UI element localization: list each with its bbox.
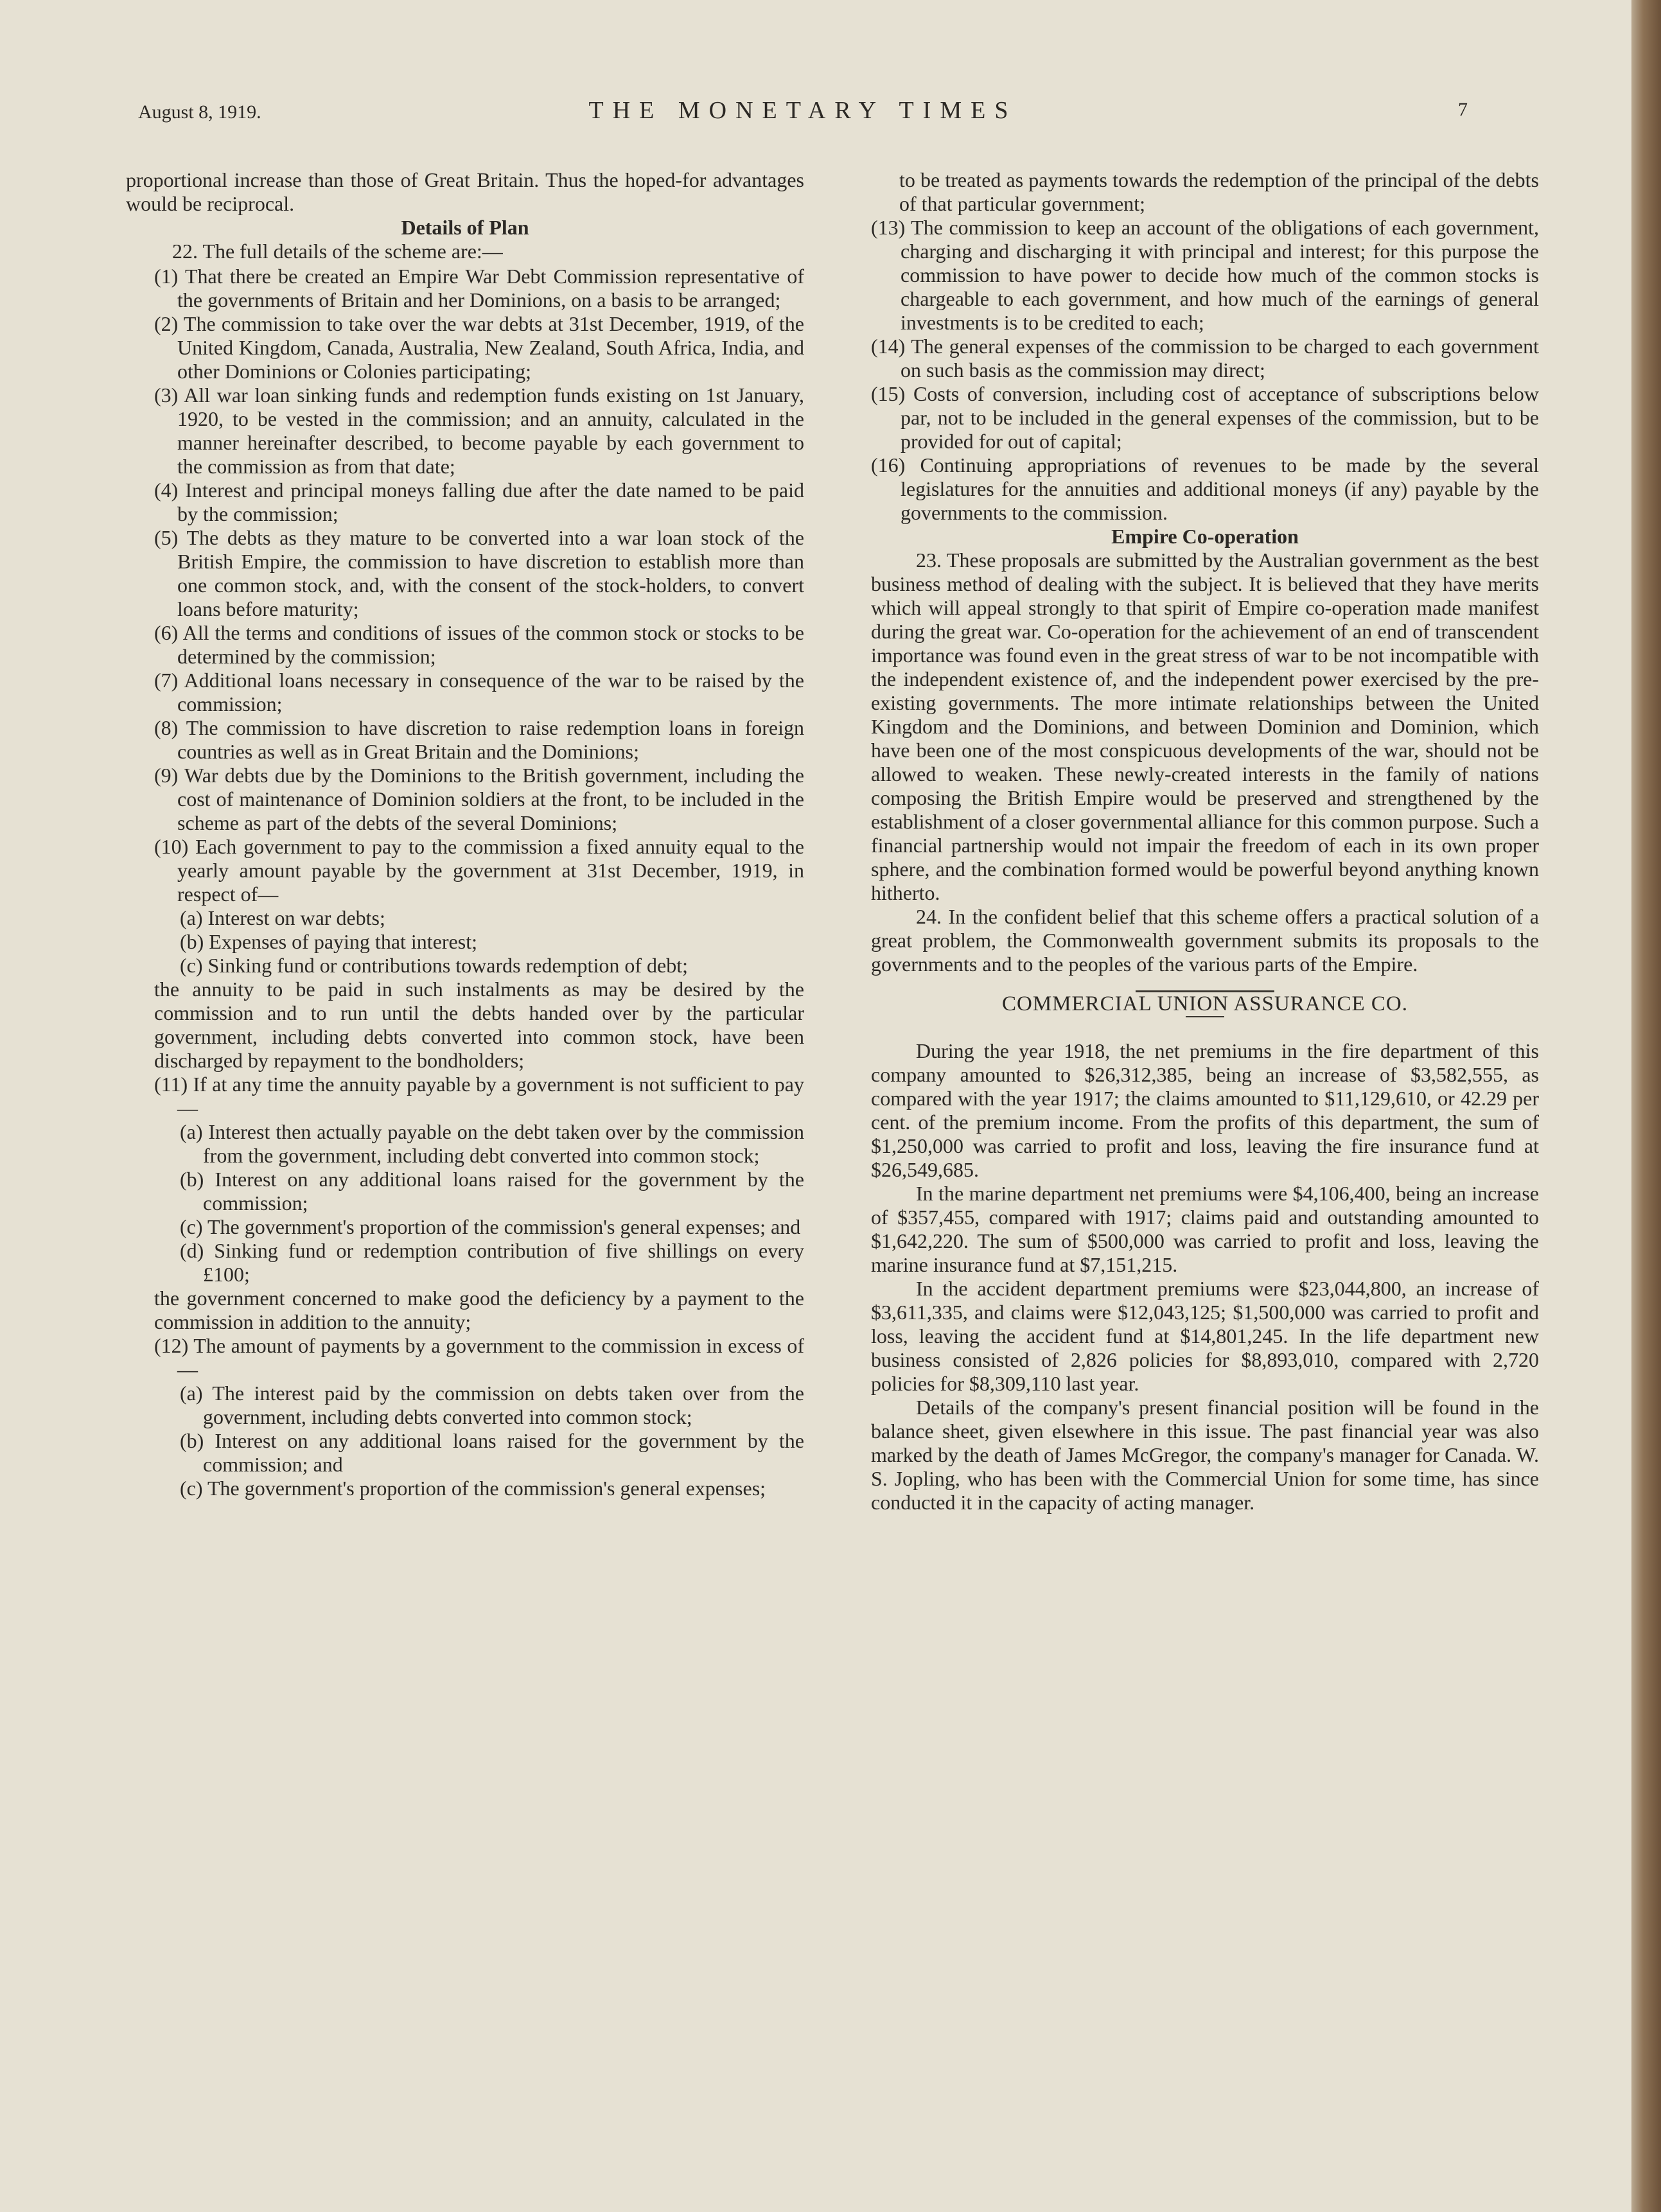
right-column xyxy=(871,168,1539,1514)
paragraph-23: 23. These proposals are submitted by the Australian government as the best business method of dealing with the subject. It is believed that they have merits which will appeal strongly to that spirit of Empire co-operation made manifest during the great war. Co-operation for the achievement of an end of transcendent importance was found even in the great stress of war to be not incompatible with the independent existence of, and the independent power exercised by the pre-existing governments. The more intimate relationships between the United Kingdom and the Dominions, and between Dominion and Dominion, which have been one of the most conspicuous developments of the war, should not be allowed to weaken. These newly-created interests in the family of nations composing the British Empire would be preserved and strengthened by the establishment of a closer governmental alliance for this common purpose. Such a financial partnership would not impair the freedom of each in its own proper sphere, and the combination formed would be powerful beyond anything known hitherto. xyxy=(871,549,1539,904)
plan-item-13: (13) The commission to keep an account of the obligations of each government, charging and discharging it with principal and interest; for this purpose the commission to have power to decide how much of the common stocks is chargeable to each government, and how much of the earnings of general investments is to be credited to each; xyxy=(871,216,1539,334)
paragraph-24: 24. In the confident belief that this scheme offers a practical solution of a great problem, the Commonwealth government submits its proposals to the governments and to the peoples of the various parts of the Empire. xyxy=(871,905,1539,976)
empire-cooperation-heading: Empire Co-operation xyxy=(1111,525,1299,548)
plan-item-11-b: (b) Interest on any additional loans raised for the government by the commission; xyxy=(180,1168,804,1215)
details-of-plan-heading: Details of Plan xyxy=(401,216,529,239)
plan-item-11-c: (c) The government's proportion of the commission's general expenses; and xyxy=(180,1215,801,1238)
plan-item-10: (10) Each government to pay to the commission a fixed annuity equal to the yearly amount payable by the government at 31st December, 1919, in respect of— xyxy=(154,835,804,906)
plan-item-12: (12) The amount of payments by a government to the commission in excess of— xyxy=(154,1334,804,1381)
plan-item-5: (5) The debts as they mature to be converted into a war loan stock of the British Empire, the commission to have discretion to establish more than one common stock, and, with the consent of the stock-holders, to convert loans before maturity; xyxy=(154,526,804,620)
plan-item-11-continuation: the government concerned to make good the deficiency by a payment to the commission in addition to the annuity; xyxy=(154,1286,804,1333)
running-head xyxy=(138,96,1468,135)
heading-underline xyxy=(1186,1016,1224,1017)
plan-item-12-a: (a) The interest paid by the commission on debts taken over from the government, including debts converted into common stock; xyxy=(180,1382,804,1428)
binding-edge xyxy=(1631,0,1661,2212)
plan-item-10-c: (c) Sinking fund or contributions towards redemption of debt; xyxy=(180,954,688,977)
fire-department-paragraph: During the year 1918, the net premiums in the fire department of this company amounted to $26,312,385, being an increase of $3,582,555, as compared with the year 1917; the claims amounted to $11,129,610, or 42.29 per cent. of the premium income. From the profits of this department, the sum of $1,250,000 was carried to profit and loss, leaving the fire insurance fund at $26,549,685. xyxy=(871,1039,1539,1181)
financial-position-paragraph: Details of the company's present financial position will be found in the balance sheet, given elsewhere in this issue. The past financial year was also marked by the death of James McGregor, the company's manager for Canada. W. S. Jopling, who has been with the Commercial Union for some time, has since conducted it in the capacity of acting manager. xyxy=(871,1396,1539,1514)
plan-item-12-c: (c) The government's proportion of the commission's general expenses; xyxy=(180,1477,766,1500)
issue-date: August 8, 1919. xyxy=(138,101,261,123)
plan-item-10-continuation: the annuity to be paid in such instalments as may be desired by the commission and to run until the debts handed over by the particular government, including debts converted into common stock, have been discharged by repayment to the bondholders; xyxy=(154,978,804,1072)
plan-item-8: (8) The commission to have discretion to raise redemption loans in foreign countries as well as in Great Britain and the Dominions; xyxy=(154,716,804,763)
plan-item-15: (15) Costs of conversion, including cost of acceptance of subscriptions below par, not to be included in the general expenses of the commission, but to be provided for out of capital; xyxy=(871,382,1539,453)
publication-title: THE MONETARY TIMES xyxy=(588,97,1017,124)
plan-item-11-d: (d) Sinking fund or redemption contribution of five shillings on every £100; xyxy=(180,1239,804,1286)
paragraph-22-intro: 22. The full details of the scheme are:— xyxy=(172,240,503,263)
plan-item-2: (2) The commission to take over the war debts at 31st December, 1919, of the United Kingdom, Canada, Australia, New Zealand, South Africa, India, and other Dominions or Colonies participating; xyxy=(154,312,804,383)
commercial-union-heading: COMMERCIAL UNION ASSURANCE CO. xyxy=(1001,992,1408,1015)
left-column xyxy=(126,168,804,1500)
plan-item-12-b: (b) Interest on any additional loans raised for the government by the commission; and xyxy=(180,1429,804,1476)
plan-item-9: (9) War debts due by the Dominions to the British government, including the cost of maintenance of Dominion soldiers at the front, to be included in the scheme as part of the debts of the several Dominions; xyxy=(154,764,804,834)
plan-item-12-continuation: to be treated as payments towards the redemption of the principal of the debts of that particular government; xyxy=(899,168,1539,215)
plan-item-7: (7) Additional loans necessary in consequence of the war to be raised by the commission; xyxy=(154,669,804,715)
marine-department-paragraph: In the marine department net premiums were $4,106,400, being an increase of $357,455, compared with 1917; claims paid and outstanding amounted to $1,642,220. The sum of $500,000 was carried to profit and loss, leaving the marine insurance fund at $7,151,215. xyxy=(871,1182,1539,1276)
plan-item-4: (4) Interest and principal moneys falling due after the date named to be paid by the commission; xyxy=(154,478,804,525)
plan-item-6: (6) All the terms and conditions of issues of the common stock or stocks to be determined by the commission; xyxy=(154,621,804,668)
plan-item-10-a: (a) Interest on war debts; xyxy=(180,906,385,929)
plan-item-3: (3) All war loan sinking funds and redemption funds existing on 1st January, 1920, to be vested in the commission; and an annuity, calculated in the manner hereinafter described, to become payable by each government to the commission as from that date; xyxy=(154,383,804,478)
plan-item-11-a: (a) Interest then actually payable on the debt taken over by the commission from the government, including debt converted into common stock; xyxy=(180,1120,804,1167)
accident-life-paragraph: In the accident department premiums were $23,044,800, an increase of $3,611,335, and claims were $12,043,125; $1,500,000 was carried to profit and loss, leaving the accident fund at $14,801,245. In the life department new business consisted of 2,826 policies for $8,893,010, compared with 2,720 policies for $8,309,110 last year. xyxy=(871,1277,1539,1395)
plan-item-1: (1) That there be created an Empire War Debt Commission representative of the governments of Britain and her Dominions, on a basis to be arranged; xyxy=(154,265,804,312)
plan-item-14: (14) The general expenses of the commission to be charged to each government on such basis as the commission may direct; xyxy=(871,335,1539,382)
plan-item-10-b: (b) Expenses of paying that interest; xyxy=(180,930,477,953)
plan-item-16: (16) Continuing appropriations of revenues to be made by the several legislatures for the annuities and additional moneys (if any) payable by the governments to the commission. xyxy=(871,453,1539,524)
opening-paragraph: proportional increase than those of Great Britain. Thus the hoped-for advantages would be reciprocal. xyxy=(126,168,804,215)
plan-item-11: (11) If at any time the annuity payable by a government is not sufficient to pay— xyxy=(154,1073,804,1119)
page-number: 7 xyxy=(1458,99,1468,120)
